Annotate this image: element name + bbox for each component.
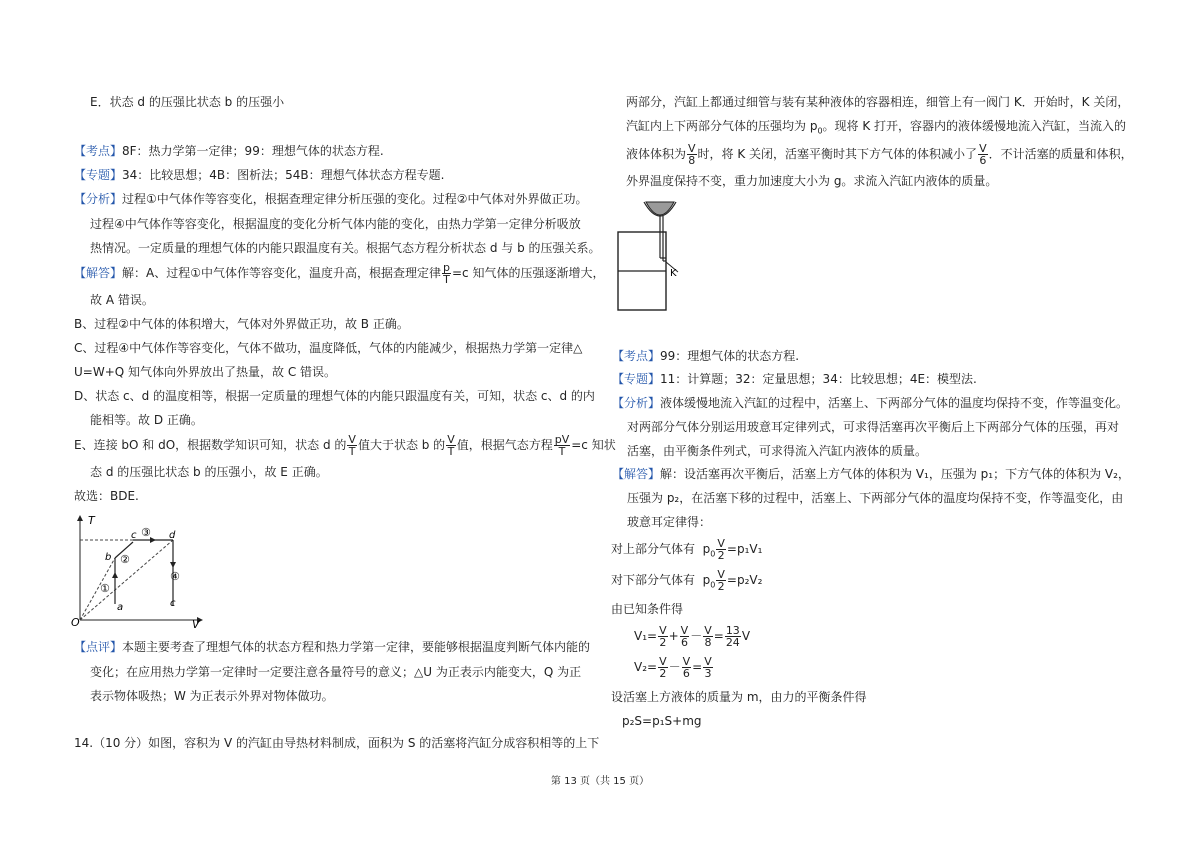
- zhuanti-line: [74, 167, 444, 183]
- fenxi-tag: 【分析】: [74, 192, 123, 206]
- q14-line-2: 两部分，汽缸上都通过细管与装有某种液体的容器相连，细管上有一阀门 K．开始时，K 关闭，: [626, 95, 1130, 109]
- process-2-label: ②: [120, 553, 130, 566]
- fraction-v-over-6: $\frac{V}{6}$: [979, 142, 987, 167]
- r-fenxi-line-3: 活塞，由平衡条件列式，可求得流入汽缸内液体的质量。: [627, 444, 928, 458]
- q14-line-3: 汽缸内上下两部分气体的压强均为 $p_0$。现将 K 打开，容器内的液体缓慢地流入汽缸，当流入的: [626, 119, 1127, 136]
- jieda-line-a: [74, 262, 604, 285]
- r-kaodian-line: 【考点】99：理想气体的状态方程.: [612, 349, 800, 363]
- dianping-tag: 【点评】: [74, 640, 123, 654]
- process-3-label: ③: [141, 526, 151, 539]
- zhuanti-tag: 【专题】: [74, 168, 123, 182]
- eq-v1: V₁= $\frac{V}{2}$ + $\frac{V}{6}$ － $\frac{V}{8}$ = $\frac{13}{24}$ V: [634, 624, 751, 649]
- kaodian-line: [74, 143, 384, 159]
- fraction-pv-over-t: $\frac{pV}{T}$: [554, 433, 570, 458]
- valve-k-label: K: [670, 268, 677, 279]
- option-e: E．状态 d 的压强比状态 b 的压强小: [90, 95, 285, 109]
- point-b-label: b: [105, 552, 112, 563]
- jieda-tag: 【解答】: [612, 467, 661, 481]
- jieda-b: B、过程②中气体的体积增大，气体对外界做正功，故 B 正确。: [74, 317, 409, 331]
- fenxi-line-3: 热情况。一定质量的理想气体的内能只跟温度有关。根据气态方程分析状态 d 与 b 的压强关系。: [90, 241, 601, 255]
- dianping-line-1: 【点评】本题主要考查了理想气体的状态方程和热力学第一定律，要能够根据温度判断气体内能的: [74, 640, 591, 654]
- dianping-line-3: 表示物体吸热；W 为正表示外界对物体做功。: [90, 689, 334, 703]
- fenxi-text-1: 过程①中气体作等容变化，根据查理定律分析压强的变化。过程②中气体对外界做正功。: [122, 192, 588, 206]
- fenxi-line-1: [74, 191, 588, 207]
- point-c2-label: c: [170, 598, 176, 609]
- point-d-label: d: [169, 530, 176, 541]
- t-axis-label: T: [88, 514, 95, 527]
- kaodian-text: 8F：热力学第一定律；99：理想气体的状态方程.: [122, 144, 384, 158]
- dashed-line-od: [80, 540, 173, 620]
- q14-line-4: 液体体积为 $\frac{V}{8}$ 时，将 K 关闭，活塞平衡时其下方气体的体积减小了 $\frac{V}{6}$ ．不计活塞的质量和体积，: [626, 142, 1133, 167]
- fraction-v-over-t: $\frac{V}{T}$: [447, 433, 455, 458]
- page-footer: 第 13 页（共 15 页）: [550, 776, 650, 787]
- r-jieda-line-1: 【解答】解：设活塞再次平衡后，活塞上方气体的体积为 V₁，压强为 p₁；下方气体的体积为 V₂，: [612, 467, 1130, 481]
- jieda-d-1: D、状态 c、d 的温度相等，根据一定质量的理想气体的内能只跟温度有关，可知，状态 c、d 的内: [74, 389, 595, 403]
- jieda-e-2: 态 d 的压强比状态 b 的压强小，故 E 正确。: [90, 465, 328, 479]
- r-jieda-line-2: 压强为 p₂，在活塞下移的过程中，活塞上、下两部分气体的温度均保持不变，作等温变化，由: [627, 491, 1124, 505]
- jieda-a-pre: 解：A、过程①中气体作等容变化，温度升高，根据查理定律: [122, 266, 441, 280]
- process-4-label: ④: [170, 570, 180, 583]
- zhuanti-tag: 【专题】: [612, 372, 661, 386]
- arrow-icon: [170, 562, 176, 568]
- r-jieda-line-3: 玻意耳定律得：: [627, 515, 712, 529]
- fraction-v-over-2: $\frac{V}{2}$: [717, 568, 725, 593]
- q14-line-5: 外界温度保持不变，重力加速度大小为 g。求流入汽缸内液体的质量。: [626, 174, 998, 188]
- fenxi-tag: 【分析】: [612, 396, 661, 410]
- fraction-v-over-t: $\frac{V}{T}$: [348, 433, 356, 458]
- jieda-c-2: U=W+Q 知气体向外界放出了热量，故 C 错误。: [74, 365, 337, 379]
- arrow-icon: [112, 572, 118, 578]
- jieda-e-1: E、连接 bO 和 dO，根据数学知识可知，状态 d 的 $\frac{V}{T}$ 值大于状态 b 的 $\frac{V}{T}$ 值，根据气态方程 $\frac{pV}{T}$ =c 知状: [74, 433, 616, 458]
- known-conditions: 由已知条件得: [611, 602, 684, 616]
- equilibrium-eq: p₂S=p₁S+mg: [622, 714, 702, 728]
- mass-statement: 设活塞上方液体的质量为 m，由力的平衡条件得: [611, 690, 867, 704]
- dianping-line-2: 变化；在应用热力学第一定律时一定要注意各量符号的意义；△U 为正表示内能变大，Q 为正: [90, 665, 582, 679]
- jieda-a-line-2: 故 A 错误。: [90, 293, 154, 307]
- jieda-d-2: 能相等。故 D 正确。: [90, 413, 203, 427]
- jieda-c-1: C、过程④中气体作等容变化，气体不做功，温度降低，气体的内能减少，根据热力学第一定律△: [74, 341, 583, 355]
- eq-v2: V₂= $\frac{V}{2}$ － $\frac{V}{6}$ = $\frac{V}{3}$: [634, 655, 712, 680]
- jieda-a-post: =c 知气体的压强逐渐增大，: [451, 266, 605, 280]
- kaodian-tag: 【考点】: [612, 349, 661, 363]
- fraction-v-over-8: $\frac{V}{8}$: [688, 142, 696, 167]
- question-14: 14.（10 分）如图，容积为 V 的汽缸由导热材料制成，面积为 S 的活塞将汽缸分成容积相等的上下: [74, 736, 600, 750]
- liquid-container-icon: [646, 202, 674, 215]
- eq-lower-gas: 对下部分气体有 $p_0$ $\frac{V}{2}$ =p₂V₂: [611, 568, 763, 593]
- zhuanti-text: 34：比较思想；4B：图析法；54B：理想气体状态方程专题.: [122, 168, 445, 182]
- r-fenxi-line-1: 【分析】液体缓慢地流入汽缸的过程中，活塞上、下两部分气体的温度均保持不变，作等温变化。: [612, 396, 1129, 410]
- kaodian-tag: 【考点】: [74, 144, 123, 158]
- cylinder-figure: [614, 196, 724, 316]
- jieda-tag: 【解答】: [74, 266, 123, 280]
- eq-upper-gas: 对上部分气体有 $p_0$ $\frac{V}{2}$ =p₁V₁: [611, 537, 763, 562]
- arrow-icon: [150, 537, 156, 543]
- v-axis-label: V: [192, 618, 200, 628]
- fraction-p-over-t: $\frac{p}{T}$: [443, 261, 450, 286]
- point-c-label: c: [131, 530, 137, 541]
- process-1-label: ①: [100, 582, 110, 595]
- answer-line: 故选：BDE.: [74, 489, 139, 503]
- r-zhuanti-line: 【专题】11：计算题；32：定量思想；34：比较思想；4E：模型法.: [612, 372, 977, 386]
- fenxi-line-2: 过程④中气体作等容变化，根据温度的变化分析气体内能的变化，由热力学第一定律分析吸放: [90, 217, 581, 231]
- fraction-v-over-2: $\frac{V}{2}$: [717, 537, 725, 562]
- r-fenxi-line-2: 对两部分气体分别运用玻意耳定律列式，可求得活塞再次平衡后上下两部分气体的压强，再对: [627, 420, 1120, 434]
- point-a-label: a: [117, 602, 124, 613]
- t-v-graph: [68, 512, 208, 628]
- origin-label: O: [71, 616, 80, 628]
